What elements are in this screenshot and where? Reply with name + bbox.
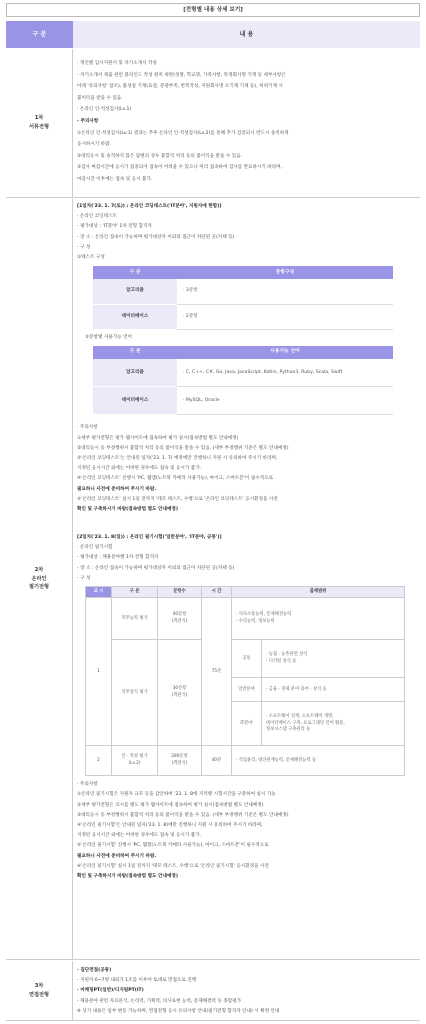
scope-line: 정보시스템 구축관리 등 [266,726,311,732]
stage3-label-name: 면접전형 [28,991,50,998]
text-line: ②대리응시 등 부정행위시 불합격 처리 등의 불이익을 받을 수 있음. (세부 부정행위 기준은 별도 안내예정) [77,445,289,451]
text-line: · 주의사항 [77,425,98,431]
exam-table [85,586,405,776]
text-line: ※ 상기 내용은 일부 변동 가능하며, 면접전형 응시 유의사항 안내(필기전형 합격자 안내) 시 확정 안내 [77,1008,280,1014]
table-header-cell: 문항수 [158,587,202,598]
coding-section [77,202,416,515]
header-category: 구 분 [6,21,73,48]
written-notes [77,780,416,882]
stage3-label [6,961,73,1020]
text-line: · 마케팅PT(일반)/디지털PT(IT) [77,988,144,994]
text-line: ①온라인 필기시험은 지원자 규모 등을 감안하여 '23. 1. 8에 지역별 시험시간을 구분하여 실시 가능 [77,792,276,798]
stage2-label-type: 온라인 [31,575,47,582]
text-line: ⑥'온라인 필기시험' 실시 1일 전까지 '테모 테스트, 수행'으로 '온라인 필기시험' 응시환경을 사전 [77,863,269,869]
text-line: 불이익을 받을 수 있음. [77,95,123,101]
text-line: - 장 소 : 온라인 접속이 가능하며 평가대상자 이외의 접근이 차단된 곳(자택 등) [77,234,235,240]
text-line: - 평가대상 : 'IT분야' 1차 전형 합격자 [77,224,152,230]
language-table [93,346,393,416]
table-header-cell: 구 분 [93,346,177,359]
table-header-cell: 시 간 [202,587,232,598]
table-cell: · 금융 · 경제 분야 용어 · 상식 등 [262,678,405,702]
table-cell [112,746,158,776]
table-cell: 2 [86,746,112,776]
table-header-cell: 교 시 [86,587,112,598]
text-line: ①온라인 인·적성검사(Lv.1) 결과는 추후 온라인 인·적성검사(Lv.2)를 통해 추가 검증되니 반드시 솔직하게 [77,130,289,136]
text-line: ④'온라인 필기시험'은 안내된 일자('23. 1. 8)에만 진행하니 지원 시 유의하여 주시기 바라며, [77,823,263,829]
text-line: - 자기소개서 제출 관련 블라인드 작성 원칙 위반(성명, 학교명, 가족사항, 특정회사명 기재 등 세부사항은 [77,72,286,78]
table-cell: 직무능력 평가 [112,598,158,640]
table-cell [158,746,202,776]
table-cell: 알고리즘 [93,279,177,304]
text-line: - 채용분야 관련 자료분석, 논리력, 기획력, 의사표현 능력, 문제해결력 등 종합평가 [77,998,242,1004]
written-section [77,533,416,882]
table-cell [232,598,405,640]
question-type: (객관식) [171,692,188,698]
table-cell: · 직업윤리, 대인관계능력, 문제해결능력 등 [232,746,405,776]
text-line: - 장 소 : 온라인 접속이 가능하며 평가대상자 이외의 접근이 차단된 곳(자택 등) [77,565,235,571]
scope-line: · 농협 · 농촌관련 상식 [266,652,308,658]
stage2-row [6,199,420,960]
table-cell [262,640,405,678]
table-cell: · 3문항 [177,279,393,304]
stage3-content [77,966,416,1017]
stage2-label-name: 필기전형 [28,584,50,591]
text-line: - 지원자 6~7명 내외가 1조를 이루어 토대로 면접으로 진행 [77,978,197,984]
stage1-row [6,49,420,198]
text-line: ①세부 평가전형은 평가 웹사이트에 접속하여 평가 실시(접속방법 별도 안내예정) [77,435,239,441]
stage2-label-num: 2차 [34,566,44,573]
question-count: 30문항 [172,686,187,692]
text-line: ④'온라인 코딩테스트' 진행시 'PC, 웹캠(노트북 카메라 사용가능), 마이크, 스마트폰'이 필수적으로 [77,476,274,482]
table-header-cell: 구 분 [93,266,177,279]
text-line: ③'온라인 코딩테스트'는 안내된 일자('23. 1. 7) 예정에만 진행하니 지원 시 유의하여 주시기 바라며, [77,456,278,462]
text-line: ①테스트 구성 [77,255,105,261]
text-line: ②문항별 사용가능 언어 [85,334,132,340]
test-composition-table [93,266,393,330]
stage1-content [77,58,416,186]
scope-line: · 의사소통능력, 문제해결능력 [236,612,292,618]
scope-line: · 수리능력, 정보능력 [236,618,275,624]
table-cell [158,640,202,746]
table-cell: 일반분야 [232,678,262,702]
text-line: 마감시간 이후에는 접속 및 응시 불가. [77,176,153,182]
text-line: · 주의사항 [77,782,98,788]
text-line: ⑤'온라인 필기시험' 진행시 'PC, 웹캠(노트북 카메라 사용가능), 마이크, 스마트폰'이 필수적으로 [77,843,269,849]
text-line: 확인 및 구축하시기 바람(접속방법 별도 안내예정) [77,874,178,880]
coding-notes [77,423,416,515]
question-type: (객관식) [171,760,188,766]
table-cell: 1 [86,598,112,746]
text-line: 필요하니 사전에 준비하여 주시기 바람. [77,853,157,859]
table-cell: 알고리즘 [93,359,177,387]
text-line: · 온라인 필기시험 [77,545,113,551]
stage3-label-num: 3차 [34,982,44,989]
aptitude-level: (Lv.2) [128,760,141,766]
table-header-cell: 문항구성 [177,266,393,279]
table-cell [262,702,405,746]
question-count: 280문항 [171,754,188,760]
table-header-cell: 출제범위 [232,587,405,598]
stage3-row [6,961,420,1021]
text-line: - 구 성 [77,244,91,250]
table-cell: · MySQL, Oracle [177,387,393,415]
table-header-cell: 구 분 [112,587,158,598]
text-line: · 온라인 인·적성검사(Lv.1) [77,107,132,113]
text-line: ⑤'온라인 코딩테스트' 실시 1일 전까지 '테모 테스트, 수행'으로 '온라인 코딩테스트' 응시환경을 사전 [77,496,278,502]
table-header-cell: 사용가능 언어 [177,346,393,359]
question-count: 40문항 [172,612,187,618]
question-type: (객관식) [171,618,188,624]
table-cell: · 2문항 [177,304,393,329]
text-line: 필요하니 사전에 준비하여 주시기 바람. [77,486,157,492]
page-title: [전형별 내용 상세 보기] [6,3,420,17]
table-cell: 직무상식 평가 [112,640,158,746]
text-line: 응시하시기 바람. [77,142,111,148]
table-cell: 데이터베이스 [93,387,177,415]
text-line: · 온라인 코딩테스트 [77,214,117,220]
text-line: 지정된 응시시간 외에는 어떠한 경우에도 접속 및 응시가 불가. [77,833,202,839]
scope-line: · 디지털 상식 등 [266,658,297,664]
text-line: ②세부 평가전형은 코시를 별도 평가 웹사이트에 접속하여 평가 실시(접속방법 별도 안내예정) [77,802,264,808]
scope-line: 데이터베이스 구축, 프로그래밍 언어 활용, [266,720,345,726]
text-line: · 집단면접(공통) [77,968,112,973]
aptitude-name: 인 · 적성 평가 [121,754,148,760]
stage1-label [6,49,73,197]
table-cell: 공통 [232,640,262,678]
written-heading: [2일차('23. 1. 8(일)) : 온라인 필기시험('일반분야', 'IT분야, 공통')] [77,535,222,540]
table-cell [158,598,202,640]
text-line: 아래 '유의사항' 참조), 불성실 기재(표절, 분량부족, 반복작성, 지원회사명 오기재 기재 등), 허위기재 시 [77,84,283,90]
coding-heading: [1일차('23. 1. 7(토)) : 온라인 코딩테스트('IT분야', 지원자에 한함)] [77,204,222,209]
scope-line: · 소프트웨어 설계, 소프트웨어 개발, [266,714,334,720]
table-cell: 데이터베이스 [93,304,177,329]
table-cell: IT분야 [232,702,262,746]
header-content: 내 용 [73,21,420,48]
table-cell: 75분 [202,598,232,746]
stage1-label-name: 서류전형 [28,124,50,130]
text-line: ③대리응시 등 부정행위시 불합격 처리 등의 불이익을 받을 수 있음. (세부 부정행위 기준은 별도 안내예정) [77,812,289,818]
text-line: ③검사 마감시간에 응시가 집중되어 접속이 어려울 수 있으니 미리 접속하여 검사를 완료하시기 바라며, [77,165,283,171]
text-line: - 평가대상 : 채용분야별 1차 전형 합격자 [77,555,159,561]
stage2-label [6,199,73,959]
page [6,3,420,1014]
table-header [6,21,420,48]
text-line: 지정된 응시시간 외에는 어떠한 경우에도 접속 및 응시가 불가. [77,466,202,472]
table-cell: 40분 [202,746,232,776]
stage1-label-num: 1차 [34,115,44,122]
text-line: ②대리응시 및 솔직하지 않은 답변의 경우 불합격 처리 등의 불이익을 받을 수 있음. [77,153,243,159]
text-line: · 개인별 입사지원서 및 자기소개서 작성 [77,61,157,66]
text-line: - 구 성 [77,575,91,581]
text-line: 확인 및 구축하시기 바람(접속방법 별도 안내예정) [77,507,178,513]
text-line: - 주의사항 [77,118,99,124]
table-cell: · C, C++, C#, Go, Java, JavaScript, Kotlin, Python3, Ruby, Scala, Swift [177,359,393,387]
